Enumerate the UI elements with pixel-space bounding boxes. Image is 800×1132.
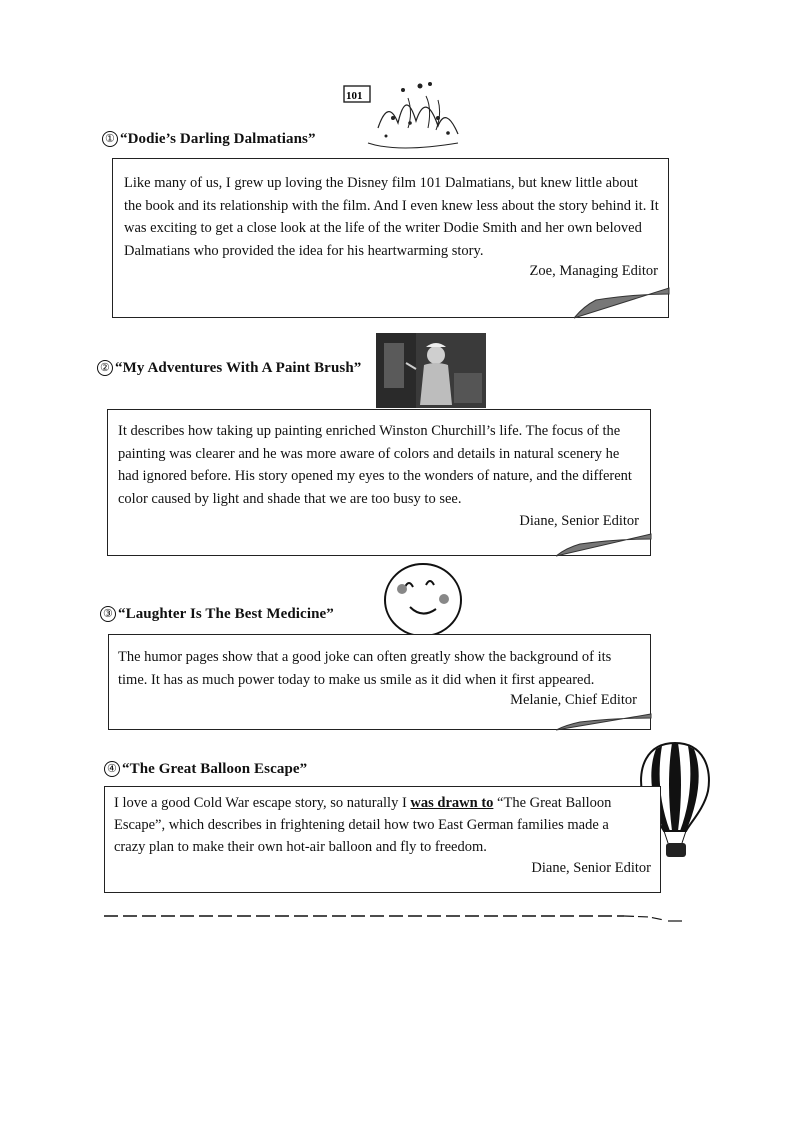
article-4-emphasis: was drawn to — [410, 795, 494, 811]
article-2-title-text: “My Adventures With A Paint Brush” — [115, 360, 362, 376]
page-curl-icon — [574, 286, 670, 320]
page-curl-icon — [556, 532, 652, 558]
dalmatians-illustration-icon — [338, 78, 468, 156]
article-4-body — [114, 792, 642, 858]
article-3-number: ③ — [100, 606, 116, 622]
article-4-body-end: “The Great Balloon Escape”, which describes in frightening detail how two East German families made a crazy plan to make their own hot-air balloon and fly to freedom. — [114, 795, 612, 855]
article-1-signature: Zoe, Managing Editor — [529, 263, 658, 279]
article-3-title-text: “Laughter Is The Best Medicine” — [118, 606, 334, 622]
page-curl-icon — [556, 712, 652, 732]
article-4-body-start: I love a good Cold War escape story, so naturally I — [114, 795, 411, 811]
article-1-body: Like many of us, I grew up loving the Disney film 101 Dalmatians, but knew little about the book and its relationship with the film. And I even knew less about the story behind it. It was exciting to get a close look at the life of the writer Dodie Smith and her own beloved Dalmatians who provided the idea for his heartwarming story. — [124, 175, 659, 259]
article-1-number: ① — [102, 131, 118, 147]
painter-photo-icon — [376, 333, 486, 408]
article-4-title — [104, 761, 307, 778]
article-2-number: ② — [97, 360, 113, 376]
article-1-title — [102, 131, 316, 148]
article-4-title-text: “The Great Balloon Escape” — [122, 761, 308, 777]
article-4-number: ④ — [104, 761, 120, 777]
article-2-body: It describes how taking up painting enriched Winston Churchill’s life. The focus of the painting was clearer and he was more aware of colors and details in natural scenery he had ignored before. His story opened my eyes to the wonders of nature, and the different color caused by light and shade that we are too busy to see. — [118, 423, 632, 507]
article-2-signature: Diane, Senior Editor — [519, 513, 639, 529]
svg-text:101: 101 — [346, 90, 363, 102]
dashed-divider — [104, 910, 684, 926]
article-3-signature: Melanie, Chief Editor — [510, 692, 637, 708]
smiley-face-icon — [382, 561, 464, 639]
article-2-title — [97, 360, 361, 377]
article-1-title-text: “Dodie’s Darling Dalmatians” — [120, 131, 316, 147]
article-3-body: The humor pages show that a good joke can often greatly show the background of its time. It has as much power today to make us smile as it did when it first appeared. — [118, 649, 612, 688]
article-4-signature: Diane, Senior Editor — [531, 860, 651, 876]
article-3-title — [100, 606, 334, 623]
